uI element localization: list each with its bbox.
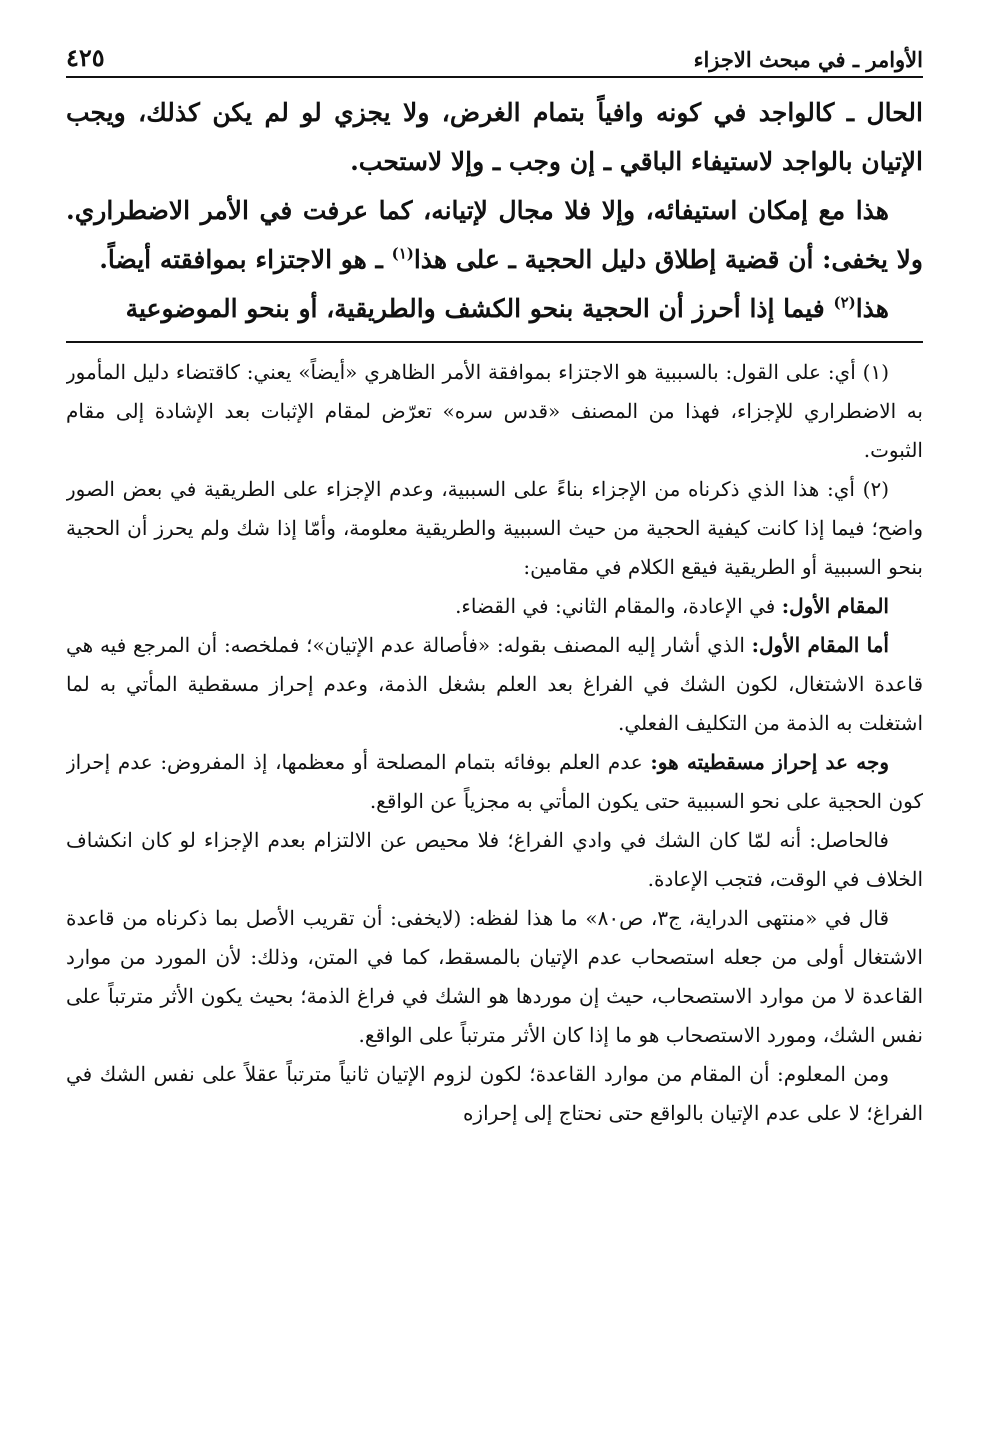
- main-paragraph: الحال ـ كالواجد في كونه وافياً بتمام الغرض، ولا يجزي لو لم يكن كذلك، ويجب الإتيان بالواجد لاستيفاء الباقي ـ إن وجب ـ وإلا لاستحب.: [66, 98, 923, 176]
- section-lead: المقام الأول:: [781, 594, 889, 618]
- footnote: (١) أي: على القول: بالسببية هو الاجتزاء بموافقة الأمر الظاهري «أيضاً» يعني: كاقتضاء دليل المأمور به الاضطراري للإجزاء، فهذا من المصنف «قدس سره» تعرّض لمقام الإثبات بعد الإشادة إلى مقام الثبوت.: [66, 360, 923, 462]
- main-text: [66, 88, 923, 333]
- main-text-segment: هذا مع إمكان استيفائه، وإلا فلا مجال لإتيانه، كما عرفت في الأمر الاضطراري. ولا يخفى: أن قضية إطلاق دليل الحجية ـ على هذا: [66, 196, 923, 274]
- footnote-paragraph: ومن المعلوم: أن المقام من موارد القاعدة؛ لكون لزوم الإتيان ثانياً مترتباً عقلاً على نفس الشك في الفراغ؛ لا على عدم الإتيان بالواقع حتى نحتاج إلى إحرازه: [66, 1062, 923, 1125]
- main-paragraph: [66, 186, 923, 284]
- footnotes: [66, 353, 923, 1133]
- footnote: (٢) أي: هذا الذي ذكرناه من الإجزاء بناءً على السببية، وعدم الإجزاء على الطريقية في بعض الصور واضح؛ فيما إذا كانت كيفية الحجية من حيث السببية والطريقية معلومة، وأمّا إذا شك ولم يحرز أن الحجية بنحو السببية أو الطريقية فيقع الكلام في مقامين:: [66, 477, 923, 579]
- book-page: [66, 30, 923, 1430]
- main-text-segment: ـ هو الاجتزاء بموافقته أيضاً.: [99, 245, 392, 274]
- footnote-paragraph: [66, 743, 923, 821]
- footnote-text: الذي أشار إليه المصنف بقوله: «فأصالة عدم الإتيان»؛ فملخصه: أن المرجع فيه هي قاعدة الاشتغال، لكون الشك في الفراغ بعد العلم بشغل الذمة، وعدم إحراز مسقطية المأتي به لما اشتغلت به الذمة من التكليف الفعلي.: [66, 633, 923, 735]
- section-lead: وجه عد إحراز مسقطيته هو:: [650, 750, 889, 774]
- footnote-divider: [66, 341, 923, 343]
- footnote-ref: (٢): [833, 293, 856, 312]
- main-text-segment: هذا: [855, 294, 889, 323]
- page-number: ٤٢٥: [66, 43, 105, 72]
- footnote-paragraph: قال في «منتهى الدراية، ج٣، ص٨٠» ما هذا لفظه: (لايخفى: أن تقريب الأصل بما ذكرناه من قاعدة الاشتغال أولى من جعله استصحاب عدم الإتيان بالمسقط، كما في المتن، وذلك: لأن المورد من موارد القاعدة لا من موارد الاستصحاب، حيث إن موردها هو الشك في فراغ الذمة؛ بحيث يكون الأثر مترتباً على نفس الشك، ومورد الاستصحاب هو ما إذا كان الأثر مترتباً على الواقع.: [66, 906, 923, 1047]
- footnote-text: في الإعادة، والمقام الثاني: في القضاء.: [455, 594, 782, 618]
- section-lead: أما المقام الأول:: [751, 633, 889, 657]
- footnote-paragraph: [66, 626, 923, 743]
- footnote-ref: (١): [391, 244, 414, 263]
- footnote-paragraph: [66, 587, 923, 626]
- running-title: الأوامر ـ في مبحث الاجزاء: [693, 47, 923, 72]
- main-paragraph: [66, 284, 923, 333]
- page-header: [66, 30, 923, 78]
- footnote-paragraph: فالحاصل: أنه لمّا كان الشك في وادي الفراغ؛ فلا محيص عن الالتزام بعدم الإجزاء لو كان انكشاف الخلاف في الوقت، فتجب الإعادة.: [66, 828, 923, 891]
- footnote-text: عدم العلم بوفائه بتمام المصلحة أو معظمها، إذ المفروض: عدم إحراز كون الحجية على نحو السببية حتى يكون المأتي به مجزياً عن الواقع.: [66, 750, 923, 813]
- main-text-segment: فيما إذا أحرز أن الحجية بنحو الكشف والطريقية، أو بنحو الموضوعية: [125, 294, 834, 323]
